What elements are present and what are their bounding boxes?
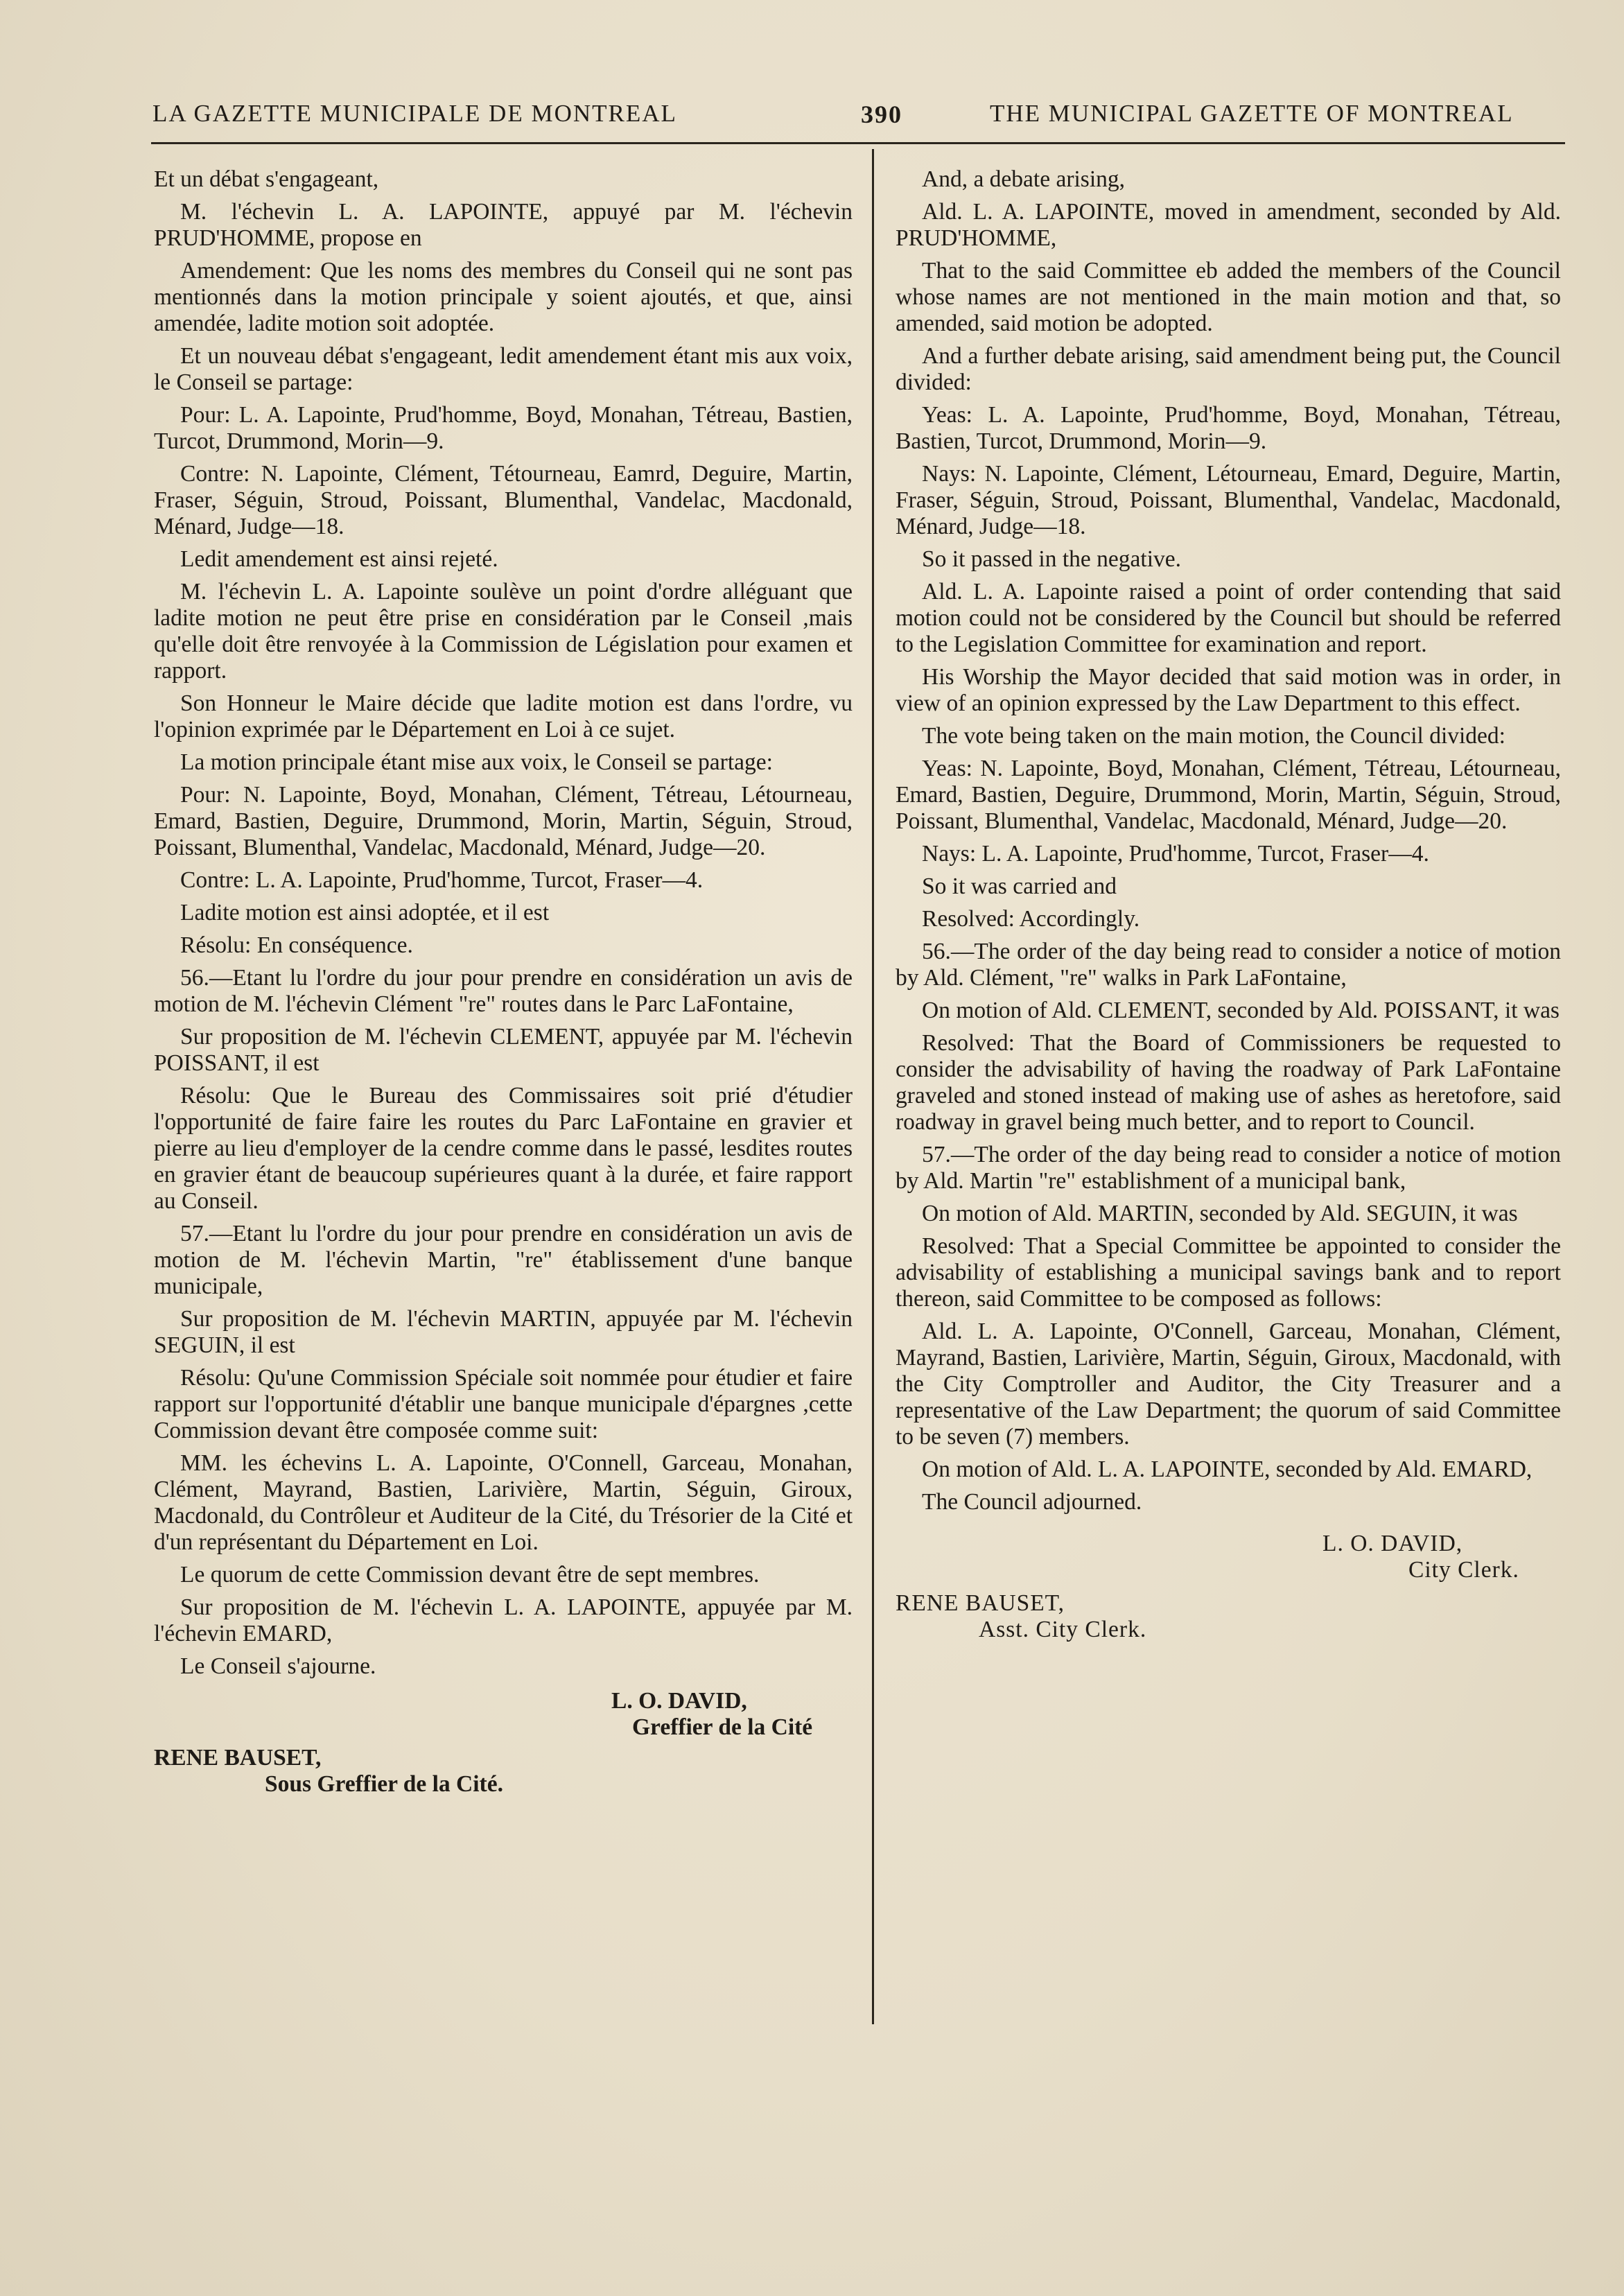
french-column bbox=[154, 166, 853, 1798]
assistant-clerk-title: Asst. City Clerk. bbox=[979, 1617, 1147, 1642]
paragraph: Résolu: En conséquence. bbox=[180, 932, 413, 958]
french-title: LA GAZETTE MUNICIPALE DE MONTREAL bbox=[152, 100, 677, 127]
clerk-signature-name: L. O. DAVID, bbox=[1322, 1531, 1463, 1556]
paragraph: So it passed in the negative. bbox=[922, 546, 1182, 572]
paragraph: M. l'échevin L. A. Lapointe soulève un point d'ordre alléguant que ladite motion ne peut être prise en considération par le Conseil ,mais qu'elle doit être renvoyée à la Commission de Législation pour examen et rapport. bbox=[154, 579, 853, 684]
paragraph: 57.—The order of the day being read to consider a notice of motion by Ald. Martin "re" establishment of a municipal bank, bbox=[896, 1142, 1561, 1194]
paragraph: The Council adjourned. bbox=[922, 1489, 1142, 1515]
page-header bbox=[152, 92, 1566, 133]
paragraph: Resolved: That the Board of Commissioners be requested to consider the advisability of having the roadway of Park LaFontaine graveled and stoned instead of making use of ashes as heretofore, said roadway in gravel being much better, and to report to Council. bbox=[896, 1030, 1561, 1135]
paragraph: The vote being taken on the main motion, the Council divided: bbox=[922, 723, 1505, 749]
paragraph: Sur proposition de M. l'échevin L. A. LAPOINTE, appuyée par M. l'échevin EMARD, bbox=[154, 1594, 853, 1646]
paragraph: 56.—The order of the day being read to consider a notice of motion by Ald. Clément, "re" walks in Park LaFontaine, bbox=[896, 939, 1561, 991]
header-rule bbox=[151, 142, 1565, 144]
paragraph: Ald. L. A. Lapointe raised a point of order contending that said motion could not be considered by the Council but should be referred to the Legislation Committee for examination and report. bbox=[896, 579, 1561, 657]
paragraph: Ald. L. A. Lapointe, O'Connell, Garceau, Monahan, Clément, Mayrand, Bastien, Larivière, Martin, Séguin, Giroux, Macdonald, with the City Comptroller and Auditor, the City Treasurer and a representative of the Law Department; the quorum of said Committee to be seven (7) members. bbox=[896, 1319, 1561, 1450]
english-title: THE MUNICIPAL GAZETTE OF MONTREAL bbox=[990, 100, 1514, 127]
paragraph: Amendement: Que les noms des membres du Conseil qui ne sont pas mentionnés dans la motion principale y soient ajoutés, et que, ainsi amendée, ladite motion soit adoptée. bbox=[154, 258, 853, 336]
paragraph: Et un débat s'engageant, bbox=[154, 166, 379, 192]
paragraph: Pour: L. A. Lapointe, Prud'homme, Boyd, Monahan, Tétreau, Bastien, Turcot, Drummond, Morin—9. bbox=[154, 402, 853, 454]
paragraph: Nays: N. Lapointe, Clément, Létourneau, Emard, Deguire, Martin, Fraser, Séguin, Stroud, Poissant, Blumenthal, Vandelac, Macdonald, Ménard, Judge—18. bbox=[896, 461, 1561, 539]
paragraph: Sur proposition de M. l'échevin CLEMENT, appuyée par M. l'échevin POISSANT, il est bbox=[154, 1024, 853, 1076]
clerk-signature-title: City Clerk. bbox=[1408, 1557, 1519, 1583]
paragraph: Pour: N. Lapointe, Boyd, Monahan, Clément, Tétreau, Létourneau, Emard, Bastien, Deguire, Drummond, Morin, Martin, Séguin, Stroud, Poissant, Blumenthal, Vandelac, Macdonald, Ménard, Judge—20. bbox=[154, 782, 853, 860]
paragraph: So it was carried and bbox=[922, 873, 1117, 899]
assistant-clerk-name: RENE BAUSET, bbox=[896, 1590, 1065, 1616]
paragraph: Sur proposition de M. l'échevin MARTIN, appuyée par M. l'échevin SEGUIN, il est bbox=[154, 1306, 853, 1358]
clerk-signature-title: Greffier de la Cité bbox=[632, 1714, 813, 1740]
paragraph: On motion of Ald. MARTIN, seconded by Ald. SEGUIN, it was bbox=[922, 1201, 1518, 1226]
paragraph: Ledit amendement est ainsi rejeté. bbox=[180, 546, 498, 572]
paragraph: Ladite motion est ainsi adoptée, et il est bbox=[180, 900, 550, 925]
paragraph: That to the said Committee eb added the members of the Council whose names are not mentioned in the main motion and that, so amended, said motion be adopted. bbox=[896, 258, 1561, 336]
paragraph: Le quorum de cette Commission devant être de sept membres. bbox=[180, 1562, 760, 1588]
paragraph: M. l'échevin L. A. LAPOINTE, appuyé par M. l'échevin PRUD'HOMME, propose en bbox=[154, 199, 853, 251]
page-number: 390 bbox=[861, 101, 902, 128]
assistant-clerk-name: RENE BAUSET, bbox=[154, 1745, 322, 1771]
paragraph: On motion of Ald. L. A. LAPOINTE, seconded by Ald. EMARD, bbox=[922, 1456, 1533, 1482]
column-divider bbox=[872, 149, 874, 2024]
paragraph: La motion principale étant mise aux voix, le Conseil se partage: bbox=[180, 749, 773, 775]
paragraph: Resolved: That a Special Committee be appointed to consider the advisability of establishing a municipal savings bank and to report thereon, said Committee to be composed as follows: bbox=[896, 1233, 1561, 1312]
paragraph: His Worship the Mayor decided that said motion was in order, in view of an opinion expressed by the Law Department to this effect. bbox=[896, 664, 1561, 716]
paragraph: Contre: N. Lapointe, Clément, Tétourneau, Eamrd, Deguire, Martin, Fraser, Séguin, Stroud, Poissant, Blumenthal, Vandelac, Macdonald, Ménard, Judge—18. bbox=[154, 461, 853, 539]
paragraph: Résolu: Qu'une Commission Spéciale soit nommée pour étudier et faire rapport sur l'opportunité d'établir une banque municipale d'épargnes ,cette Commission devant être composée comme suit: bbox=[154, 1365, 853, 1443]
paragraph: Yeas: N. Lapointe, Boyd, Monahan, Clément, Tétreau, Létourneau, Emard, Bastien, Deguire, Drummond, Morin, Martin, Séguin, Stroud, Poissant, Blumenthal, Vandelac, Macdonald, Ménard, Judge—20. bbox=[896, 756, 1561, 834]
paragraph: And a further debate arising, said amendment being put, the Council divided: bbox=[896, 343, 1561, 395]
paragraph: Résolu: Que le Bureau des Commissaires soit prié d'étudier l'opportunité de faire faire les routes du Parc LaFontaine en gravier et pierre au lieu d'employer de la cendre comme dans le passé, lesdites routes en gravier étant de beaucoup supérieures quant à la durée, et faire rapport au Conseil. bbox=[154, 1083, 853, 1214]
assistant-clerk-title: Sous Greffier de la Cité. bbox=[265, 1771, 503, 1797]
paragraph: MM. les échevins L. A. Lapointe, O'Connell, Garceau, Monahan, Clément, Mayrand, Bastien, Larivière, Martin, Séguin, Giroux, Macdonald, du Contrôleur et Auditeur de la Cité, du Trésorier de la Cité et d'un représentant du Département en Loi. bbox=[154, 1450, 853, 1555]
paragraph: On motion of Ald. CLEMENT, seconded by Ald. POISSANT, it was bbox=[922, 998, 1560, 1023]
paragraph: Contre: L. A. Lapointe, Prud'homme, Turcot, Fraser—4. bbox=[180, 867, 704, 893]
paragraph: Nays: L. A. Lapointe, Prud'homme, Turcot, Fraser—4. bbox=[922, 841, 1429, 867]
english-column bbox=[896, 166, 1561, 1643]
paragraph: 56.—Etant lu l'ordre du jour pour prendre en considération un avis de motion de M. l'échevin Clément "re" routes dans le Parc LaFontaine, bbox=[154, 965, 853, 1017]
paragraph: Son Honneur le Maire décide que ladite motion est dans l'ordre, vu l'opinion exprimée par le Département en Loi à ce sujet. bbox=[154, 690, 853, 742]
paragraph: Yeas: L. A. Lapointe, Prud'homme, Boyd, Monahan, Tétreau, Bastien, Turcot, Drummond, Morin—9. bbox=[896, 402, 1561, 454]
paragraph: Ald. L. A. LAPOINTE, moved in amendment, seconded by Ald. PRUD'HOMME, bbox=[896, 199, 1561, 251]
clerk-signature-name: L. O. DAVID, bbox=[611, 1688, 747, 1714]
paragraph: And, a debate arising, bbox=[922, 166, 1126, 192]
paragraph: Resolved: Accordingly. bbox=[922, 906, 1140, 932]
paragraph: 57.—Etant lu l'ordre du jour pour prendre en considération un avis de motion de M. l'échevin Martin, "re" établissement d'une banque municipale, bbox=[154, 1221, 853, 1299]
paragraph: Le Conseil s'ajourne. bbox=[180, 1653, 376, 1679]
paragraph: Et un nouveau débat s'engageant, ledit amendement étant mis aux voix, le Conseil se partage: bbox=[154, 343, 853, 395]
